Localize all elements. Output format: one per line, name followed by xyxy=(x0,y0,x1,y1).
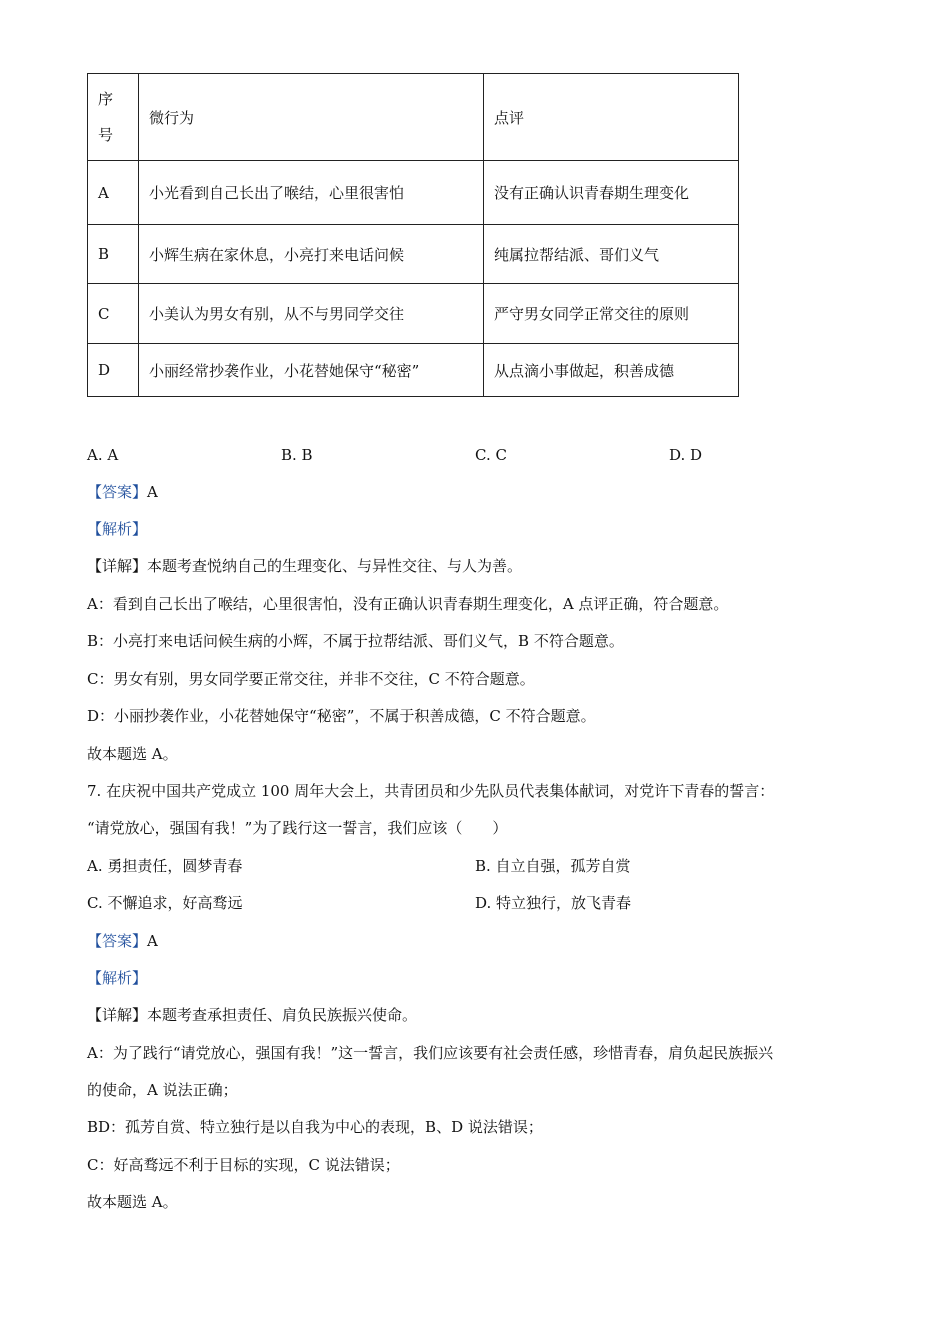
row-id: A xyxy=(88,161,139,225)
q6-explanation-line: C：男女有别，男女同学要正常交往，并非不交往，C 不符合题意。 xyxy=(87,670,535,688)
q6-detail xyxy=(87,556,522,576)
q7-detail xyxy=(87,1005,417,1025)
header-seq xyxy=(88,74,139,161)
header-seq-char-2: 号 xyxy=(98,126,114,144)
q6-explanation-line: D：小丽抄袭作业，小花替她保守“秘密”，不属于积善成德，C 不符合题意。 xyxy=(87,707,596,725)
q6-option-d: D. D xyxy=(669,446,703,464)
q7-conclusion: 故本题选 A。 xyxy=(87,1193,178,1211)
analysis-tag: 【解析】 xyxy=(87,969,148,987)
q6-option-b: B. B xyxy=(281,446,313,464)
q7-explanation-line: 的使命，A 说法正确； xyxy=(87,1081,238,1099)
q7-option-d: D. 特立独行，放飞青春 xyxy=(475,894,632,912)
q7-stem-line-1: 7. 在庆祝中国共产党成立 100 周年大会上，共青团员和少先队员代表集体献词，对党许下青春的誓言： xyxy=(87,782,775,800)
q6-option-c: C. C xyxy=(475,446,507,464)
detail-tag: 【详解】 xyxy=(87,557,148,575)
header-seq-char-1: 序 xyxy=(98,90,114,108)
row-behavior: 小光看到自己长出了喉结，心里很害怕 xyxy=(139,161,484,225)
q7-explanation-line: A：为了践行“请党放心，强国有我！”这一誓言，我们应该要有社会责任感，珍惜青春，肩负起民族振兴 xyxy=(87,1044,774,1062)
answer-value: A xyxy=(147,932,158,950)
answer-value: A xyxy=(147,483,158,501)
q7-analysis xyxy=(87,968,147,988)
table-row xyxy=(88,161,739,225)
behavior-comment-table xyxy=(87,73,739,397)
answer-tag: 【答案】 xyxy=(87,932,148,950)
q7-option-b: B. 自立自强，孤芳自赏 xyxy=(475,857,631,875)
detail-tag: 【详解】 xyxy=(87,1006,148,1024)
row-comment: 纯属拉帮结派、哥们义气 xyxy=(484,225,739,284)
q7-option-a: A. 勇担责任，圆梦青春 xyxy=(87,857,243,875)
row-id: D xyxy=(88,344,139,397)
q7-answer xyxy=(87,931,158,951)
row-comment: 严守男女同学正常交往的原则 xyxy=(484,284,739,344)
row-comment: 没有正确认识青春期生理变化 xyxy=(484,161,739,225)
row-id: C xyxy=(88,284,139,344)
q6-explanation-line: B：小亮打来电话问候生病的小辉，不属于拉帮结派、哥们义气，B 不符合题意。 xyxy=(87,632,624,650)
q7-explanation-line: C：好高骛远不利于目标的实现，C 说法错误； xyxy=(87,1156,400,1174)
row-behavior: 小丽经常抄袭作业，小花替她保守“秘密” xyxy=(139,344,484,397)
row-behavior: 小辉生病在家休息，小亮打来电话问候 xyxy=(139,225,484,284)
detail-text: 本题考查承担责任、肩负民族振兴使命。 xyxy=(147,1006,418,1024)
answer-tag: 【答案】 xyxy=(87,483,148,501)
row-id: B xyxy=(88,225,139,284)
analysis-tag: 【解析】 xyxy=(87,520,148,538)
q6-option-a: A. A xyxy=(87,446,119,464)
row-behavior: 小美认为男女有别，从不与男同学交往 xyxy=(139,284,484,344)
q6-conclusion: 故本题选 A。 xyxy=(87,745,178,763)
header-behavior: 微行为 xyxy=(139,74,484,161)
q6-explanation-line: A：看到自己长出了喉结，心里很害怕，没有正确认识青春期生理变化，A 点评正确，符合题意。 xyxy=(87,595,729,613)
q6-answer xyxy=(87,482,158,502)
q7-option-c: C. 不懈追求，好高骛远 xyxy=(87,894,243,912)
q7-stem-line-2: “请党放心，强国有我！”为了践行这一誓言，我们应该（ ） xyxy=(87,819,508,837)
q7-explanation-line: BD：孤芳自赏、特立独行是以自我为中心的表现，B、D 说法错误； xyxy=(87,1118,543,1136)
table-header-row xyxy=(88,74,739,161)
row-comment: 从点滴小事做起，积善成德 xyxy=(484,344,739,397)
q6-analysis xyxy=(87,519,147,539)
table-row xyxy=(88,284,739,344)
detail-text: 本题考查悦纳自己的生理变化、与异性交往、与人为善。 xyxy=(147,557,523,575)
table-row xyxy=(88,344,739,397)
table-row xyxy=(88,225,739,284)
header-comment: 点评 xyxy=(484,74,739,161)
